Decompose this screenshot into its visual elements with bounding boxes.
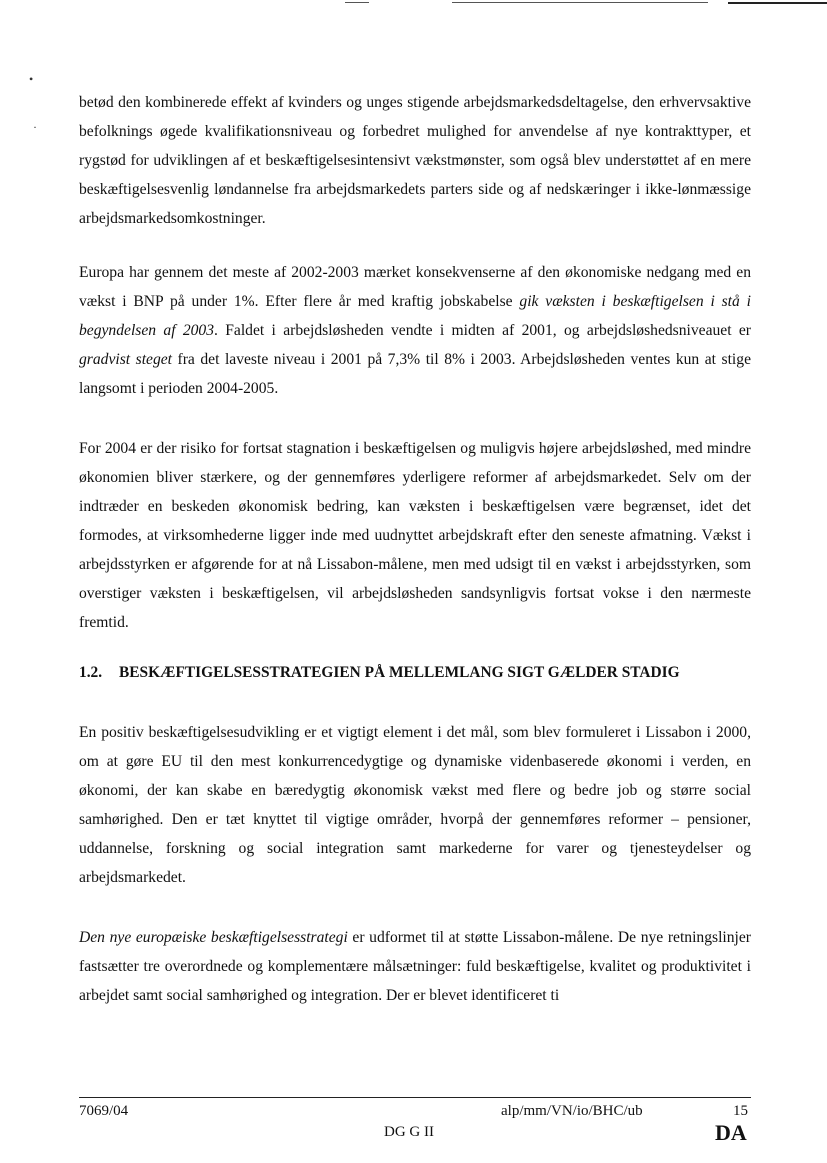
paragraph-1 [79,88,751,233]
paragraph-1-text: betød den kombinerede effekt af kvinders og unges stigende arbejdsmarkedsdeltagelse, den erhvervsaktive befolknings øgede kvalifikationsniveau og forbedret mulighed for anvendelse af nye kontrakttyper, et rygstød for udviklingen af et beskæftigelsesintensivt vækstmønster, som også blev understøttet af en mere beskæftigelsesvenlig løndannelse fra arbejdsmarkedets parters side og af nedskæringer i ikke-lønmæssige arbejdsmarkedsomkostninger. [79,94,751,227]
paragraph-2-text-b: . Faldet i arbejdsløsheden vendte i midten af 2001, og arbejdsløshedsniveauet er [214,322,751,339]
paragraph-5 [79,923,751,1010]
footer-language-code: DA [715,1120,747,1145]
paragraph-5-text: er udformet til at støtte Lissabon-målene. De nye retningslinjer fastsætter tre overordnede og komplementære målsætninger: fuld beskæftigelse, kvalitet og produktivitet i arbejdet samt social samhørighed og integration. Der er blevet identificeret ti [79,929,751,1004]
scan-top-mark [345,2,369,3]
margin-dot-mark: • [29,72,34,86]
paragraph-2-italic-2: gradvist steget [79,351,173,368]
scan-top-line-bold [728,2,827,4]
section-heading [79,664,759,682]
paragraph-2-italic-1: gik væksten i beskæftigelsen i stå i begyndelsen af 2003 [79,293,751,339]
footer-reference: alp/mm/VN/io/BHC/ub [501,1103,643,1119]
paragraph-4 [79,718,751,892]
paragraph-3 [79,434,751,637]
margin-dot-mark: · [33,120,37,134]
section-number: 1.2. [79,664,103,681]
paragraph-2-text-a: Europa har gennem det meste af 2002-2003 mærket konsekvenserne af den økonomiske nedgang med en vækst i BNP på under 1%. Efter flere år med kraftig jobskabelse [79,264,751,310]
paragraph-2 [79,258,751,403]
section-title: BESKÆFTIGELSESSTRATEGIEN PÅ MELLEMLANG SIGT GÆLDER STADIG [119,664,680,681]
footer-page-number: 15 [733,1103,748,1119]
footer-directorate: DG G II [384,1124,434,1140]
paragraph-3-text: For 2004 er der risiko for fortsat stagnation i beskæftigelsen og muligvis højere arbejdsløshed, med mindre økonomien bliver stærkere, og der gennemføres yderligere reformer af arbejdsmarkedet. Selv om der indtræder en beskeden økonomisk bedring, kan væksten i beskæftigelsen være begrænset, idet det formodes, at virksomhederne ligger inde med uudnyttet arbejdskraft efter den seneste afmatning. Vækst i arbejdsstyrken er afgørende for at nå Lissabon-målene, men med udsigt til en vækst i arbejdsstyrken, som overstiger væksten i beskæftigelsen, vil arbejdsløsheden sandsynligvis fortsat vokse i den nærmeste fremtid. [79,440,751,631]
footer-doc-number: 7069/04 [79,1103,129,1119]
footer-divider [79,1097,751,1098]
paragraph-2-text-c: fra det laveste niveau i 2001 på 7,3% til 8% i 2003. Arbejdsløsheden ventes kun at stige langsomt i perioden 2004-2005. [79,351,751,397]
scan-top-line [452,2,708,3]
paragraph-5-italic: Den nye europæiske beskæftigelsesstrategi [79,929,348,946]
paragraph-4-text: En positiv beskæftigelsesudvikling er et vigtigt element i det mål, som blev formuleret i Lissabon i 2000, om at gøre EU til den mest konkurrencedygtige og dynamiske videnbaserede økonomi i verden, en økonomi, der kan skabe en bæredygtig økonomisk vækst med flere og bedre job og større social samhørighed. Den er tæt knyttet til vigtige områder, hvorpå der gennemføres reformer – pensioner, uddannelse, forskning og social integration samt markederne for varer og tjenesteydelser og arbejdsmarkedet. [79,724,751,886]
